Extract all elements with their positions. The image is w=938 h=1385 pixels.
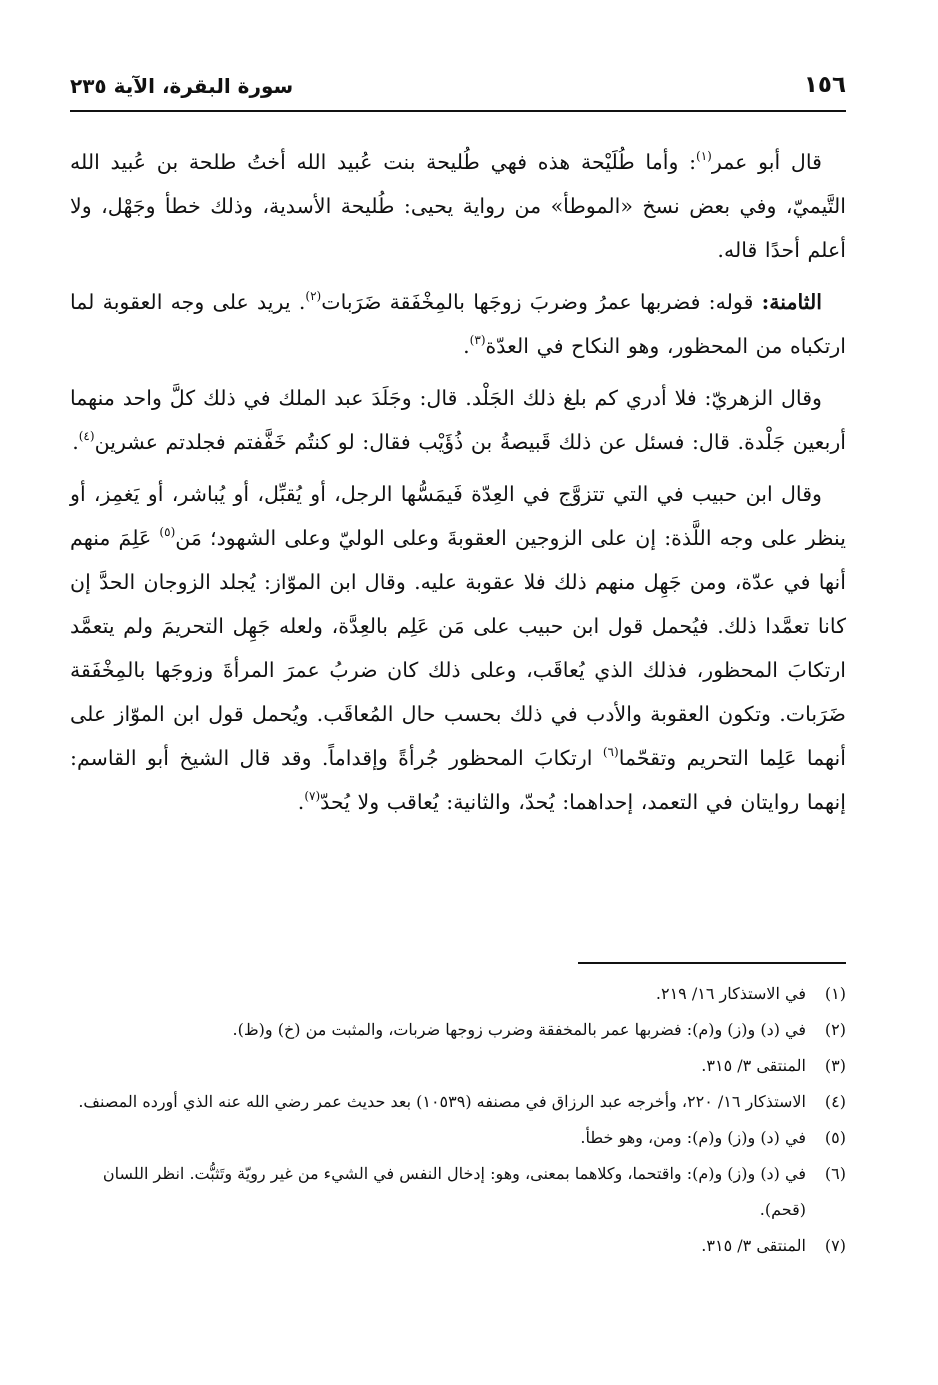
footnote-text: في (د) و(ز) و(م): ومن، وهو خطأ.: [580, 1128, 806, 1147]
footnote: [70, 1228, 846, 1264]
footnote-text: في (د) و(ز) و(م): واقتحما، وكلاهما بمعنى، وهو: إدخال النفس في الشيء من غير رويّة وتَثبُّت. انظر اللسان (قحم).: [102, 1164, 806, 1219]
main-text: [70, 140, 846, 824]
page-header: [70, 62, 846, 112]
footnote-marker: (٣): [469, 333, 486, 347]
text-run: ارتكابَ المحظور جُرأةً وإقداماً. وقد قال الشيخ أبو القاسم: إنهما روايتان في التعمد، إحداهما: يُحدّ، والثانية: يُعاقب ولا يُحدّ: [70, 746, 846, 814]
paragraph: [70, 376, 846, 464]
footnote-marker: (٦): [602, 745, 619, 759]
text-run: قال أبو عمر: [711, 150, 822, 174]
footnote-text: الاستذكار ١٦/ ٢٢٠، وأخرجه عبد الرزاق في مصنفه (١٠٥٣٩) بعد حديث عمر رضي الله عنه الذي أورده المصنف.: [78, 1092, 806, 1111]
footnote-text: في الاستذكار ١٦/ ٢١٩.: [655, 984, 806, 1003]
footnote-number: (٣): [824, 1056, 846, 1075]
text-run: : وأما طُلَيْحة هذه فهي طُليحة بنت عُبيد الله أختُ طلحة بن عُبيد الله التَّيميّ، وفي بعض نسخ «الموطأ» من رواية يحيى: طُليحة الأسدية، وذلك خطأ وجَهْل، ولا أعلم أحدًا قاله.: [70, 150, 846, 262]
text-run: عَلِمَ منهم أنها في عدّة، ومن جَهِل منهم ذلك فلا عقوبة عليه. وقال ابن الموّاز: يُجلد الزوجان الحدَّ إن كانا تعمَّدا ذلك. فيُحمل قول ابن حبيب على مَن عَلِم بالعِدَّة، ولعله جَهِل التحريمَ ولم يتعمَّد ارتكابَ المحظور، فذلك الذي يُعاقَب، وعلى ذلك كان ضربُ عمرَ المرأةَ وزوجَها بالمِخْفَقة ضَرَبات. وتكون العقوبة والأدب في ذلك بحسب حال المُعاقَب. ويُحمل قول ابن الموّاز على أنهما عَلِما التحريم وتقحّما: [70, 526, 846, 770]
text-run: . يريد على وجه العقوبة لما ارتكباه من المحظور، وهو النكاح في العدّة: [70, 290, 846, 358]
running-title: سورة البقرة، الآية ٢٣٥: [70, 74, 294, 98]
paragraph: [70, 472, 846, 824]
footnote-marker: (١): [696, 149, 712, 163]
footnote: [70, 1084, 846, 1120]
footnote-text: المنتقى ٣/ ٣١٥.: [701, 1236, 806, 1255]
text-run: .: [297, 790, 305, 814]
footnote: [70, 1120, 846, 1156]
paragraph: [70, 280, 846, 368]
footnote-marker: (٤): [78, 429, 95, 443]
footnote-number: (٥): [824, 1128, 846, 1147]
page-number: ١٥٦: [803, 72, 846, 98]
footnote: [70, 1156, 846, 1228]
paragraph-lead: الثامنة:: [761, 290, 822, 314]
footnotes: [70, 976, 846, 1264]
footnote-number: (٦): [824, 1164, 846, 1183]
footnote-marker: (٥): [159, 525, 176, 539]
footnote-marker: (٧): [304, 789, 321, 803]
text-run: قوله: فضربها عمرُ وضربَ زوجَها بالمِخْفَقة ضَرَبات: [321, 290, 762, 314]
footnote: [70, 976, 846, 1012]
footnote-number: (٢): [824, 1020, 846, 1039]
footnote-number: (١): [824, 984, 846, 1003]
text-run: .: [463, 334, 470, 358]
footnote-marker: (٢): [305, 289, 322, 303]
text-run: وقال الزهريّ: فلا أدري كم بلغ ذلك الجَلْد. قال: وجَلَدَ عبد الملك في ذلك كلَّ واحد منهما أربعين جَلْدة. قال: فسئل عن ذلك قَبيصةُ بن ذُؤَيْب فقال: لو كنتُم خَفَّفتم فجلدتم عشرين: [70, 386, 846, 454]
footnote: [70, 1048, 846, 1084]
text-run: وقال ابن حبيب في التي تتزوَّج في العِدّة فَيمَسُّها الرجل، أو يُقبِّل، أو يُباشر، أو يَغمِز، أو ينظر على وجه اللَّذة: إن على الزوجين العقوبةَ وعلى الوليّ وعلى الشهود؛ مَن: [70, 482, 846, 550]
paragraph: [70, 140, 846, 272]
text-run: .: [72, 430, 79, 454]
footnote-number: (٧): [824, 1236, 846, 1255]
footnote-text: المنتقى ٣/ ٣١٥.: [701, 1056, 806, 1075]
footnote-separator: [578, 962, 846, 964]
footnote: [70, 1012, 846, 1048]
footnote-text: في (د) و(ز) و(م): فضربها عمر بالمخفقة وضرب زوجها ضربات، والمثبت من (خ) و(ظ).: [232, 1020, 806, 1039]
footnote-number: (٤): [824, 1092, 846, 1111]
